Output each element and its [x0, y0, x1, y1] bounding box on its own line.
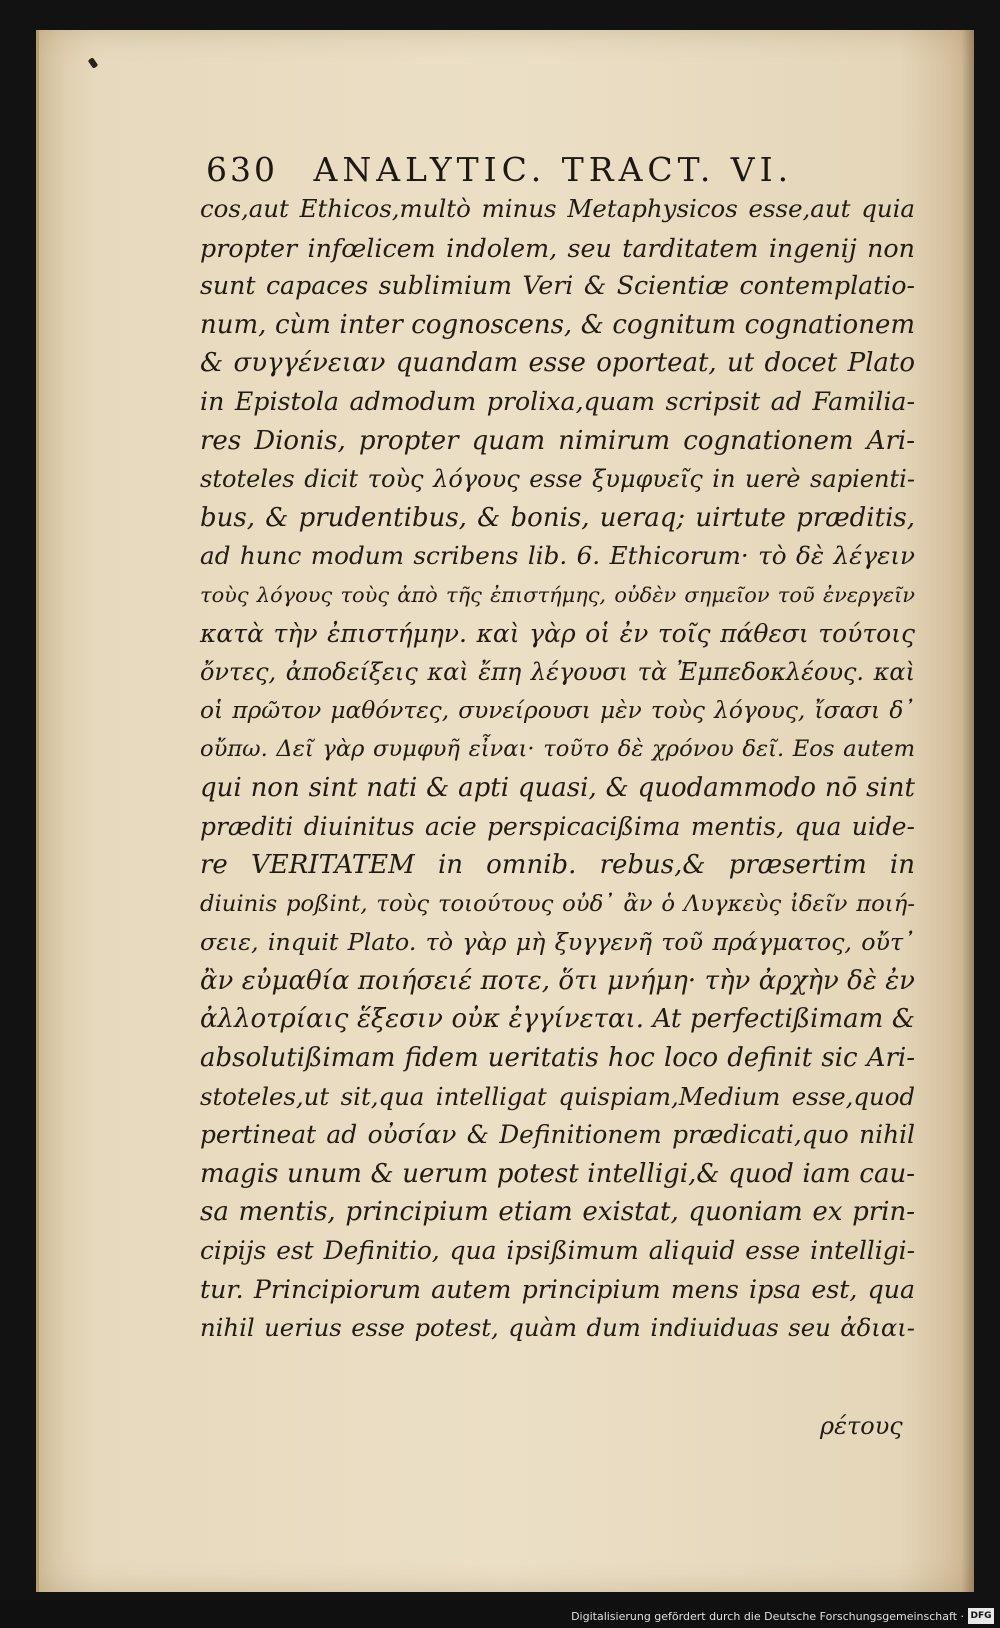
text-line: οὔπω. Δεῖ γὰρ συμφυῆ εἶναι· τοῦτο δὲ χρόνου δεῖ. Eos autem — [200, 736, 915, 763]
catchword: ρέτους — [820, 1412, 903, 1440]
running-title: ANALYTIC. TRACT. VI. — [313, 150, 794, 189]
running-header — [206, 150, 906, 189]
text-line: magis unum & uerum potest intelligi,& quod iam cau- — [200, 1158, 915, 1189]
text-line: cipijs est Definitio, qua ipsißimum aliquid esse intelligi- — [200, 1236, 915, 1266]
text-line: ἂν εὐμαθία ποιήσειέ ποτε, ὅτι μνήμη· τὴν ἀρχὴν δὲ ἐν — [200, 965, 915, 996]
text-line: diuinis poßint, τοὺς τοιούτους οὐδ᾽ ἂν ὁ Λυγκεὺς ἰδεῖν ποιή- — [200, 890, 915, 917]
text-line: σειε, inquit Plato. τὸ γὰρ μὴ ξυγγενῆ τοῦ πράγματος, οὔτ᾽ — [200, 928, 915, 957]
text-line: sunt capaces sublimium Veri & Scientiæ contemplatio- — [200, 271, 915, 301]
body-text — [200, 190, 915, 1348]
text-line: τοὺς λόγους τοὺς ἀπὸ τῆς ἐπιστήμης, οὐδὲν σημεῖον τοῦ ἐνεργεῖν — [200, 582, 915, 607]
text-line: in Epistola admodum prolixa,quam scripsit ad Familia- — [200, 386, 915, 416]
text-line: præditi diuinitus acie perspicacißima mentis, qua uide- — [200, 811, 915, 841]
text-line: & συγγένειαν quandam esse oporteat, ut docet Plato — [200, 348, 915, 379]
footer-credit: Digitalisierung gefördert durch die Deutsche Forschungsgemeinschaft · — [571, 1610, 964, 1623]
text-line: οἱ πρῶτον μαθόντες, συνείρουσι μὲν τοὺς λόγους, ἴσασι δ᾽ — [200, 696, 915, 724]
text-line: ὄντες, ἀποδείξεις καὶ ἔπη λέγουσι τὰ Ἐμπεδοκλέους. καὶ — [200, 658, 915, 687]
digitization-footer — [0, 1600, 1000, 1628]
page-number: 630 — [206, 150, 278, 189]
text-line: qui non sint nati & apti quasi, & quodammodo nō sint — [200, 772, 915, 803]
text-line: sa mentis, principium etiam existat, quoniam ex prin- — [200, 1197, 915, 1228]
text-line: ad hunc modum scribens lib. 6. Ethicorum· τὸ δὲ λέγειν — [200, 541, 915, 571]
text-line: absolutißimam fidem ueritatis hoc loco definit sic Ari- — [200, 1043, 915, 1074]
text-line: num, cùm inter cognoscens, & cognitum cognationem — [200, 309, 915, 340]
text-line: pertineat ad οὐσίαν & Definitionem prædicati,quo nihil — [200, 1120, 915, 1150]
text-line: stoteles dicit τοὺς λόγους esse ξυμφυεῖς in uerè sapienti- — [200, 465, 915, 494]
text-line: nihil uerius esse potest, quàm dum indiuiduas seu ἀδιαι- — [200, 1313, 915, 1343]
dfg-logo: DFG — [968, 1608, 994, 1624]
text-line: propter infœlicem indolem, seu tarditatem ingenij non — [200, 232, 915, 263]
text-line: res Dionis, propter quam nimirum cognationem Ari- — [200, 425, 915, 456]
page-edge-shadow — [962, 30, 974, 1592]
text-line: stoteles,ut sit,qua intelligat quispiam,Medium esse,quod — [200, 1081, 915, 1111]
text-line: cos,aut Ethicos,multò minus Metaphysicos esse,aut quia — [200, 194, 915, 223]
text-line: re VERITATEM in omnib. rebus,& præsertim in — [200, 850, 915, 881]
text-line: tur. Principiorum autem principium mens ipsa est, qua — [200, 1274, 915, 1304]
text-line: ἀλλοτρίαις ἕξεσιν οὐκ ἐγγίνεται. At perfectißimam & — [200, 1004, 915, 1035]
text-line: bus, & prudentibus, & bonis, ueraq; uirtute præditis, — [200, 502, 915, 533]
text-line: κατὰ τὴν ἐπιστήμην. καὶ γὰρ οἱ ἐν τοῖς πάθεσι τούτοις — [200, 618, 915, 648]
